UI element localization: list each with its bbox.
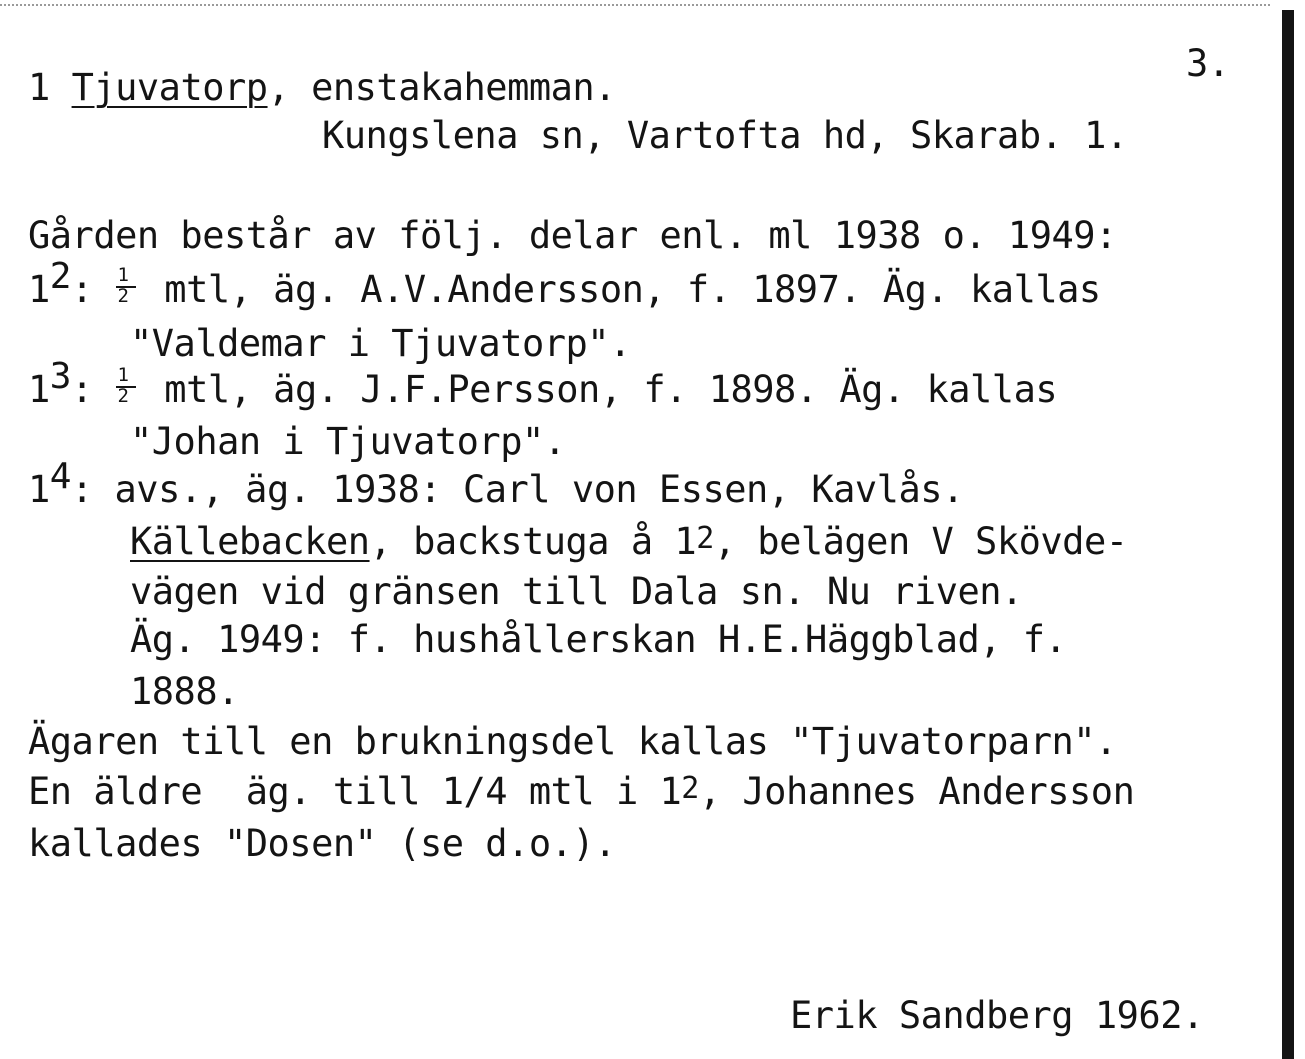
sub-place-desc: , backstuga å 1 <box>369 520 697 563</box>
half-fraction <box>115 264 137 307</box>
card-number: 3. <box>1186 42 1230 85</box>
part-1-2-line-2: "Valdemar i Tjuvatorp". <box>130 322 631 365</box>
heading-number: 1 <box>28 66 50 109</box>
part-colon: : <box>70 268 93 311</box>
fraction-denominator: 2 <box>117 285 129 307</box>
card-right-edge <box>1282 10 1294 1059</box>
part-colon: : <box>70 468 93 511</box>
fraction-numerator: 1 <box>117 364 129 386</box>
part-1-4-line-2 <box>130 520 1128 564</box>
part-1-4-line-4: Äg. 1949: f. hushållerskan H.E.Häggblad, f. <box>130 618 1067 661</box>
heading-line <box>28 66 616 110</box>
heading-place-name: Tjuvatorp <box>71 66 268 109</box>
part-superscript: 4 <box>49 456 71 497</box>
part-1-4-line-3: vägen vid gränsen till Dala sn. Nu riven. <box>130 570 1023 613</box>
location-line: Kungslena sn, Vartofta hd, Skarab. 1. <box>322 114 1128 157</box>
fraction-denominator: 2 <box>117 385 129 407</box>
part-base: 1 <box>28 268 50 311</box>
part-1-4-line-5: 1888. <box>130 670 239 713</box>
card-top-edge <box>0 4 1270 6</box>
author-signature: Erik Sandberg 1962. <box>790 994 1204 1037</box>
part-1-4-line-1 <box>28 456 964 512</box>
note-text-end: , Johannes Andersson <box>698 770 1135 813</box>
part-colon: : <box>70 368 93 411</box>
note-text: En äldre äg. till 1/4 mtl i 1 <box>28 770 682 813</box>
part-text: mtl, äg. J.F.Persson, f. 1898. Äg. kallas <box>142 368 1058 411</box>
sub-place-desc-end: , belägen V Skövde- <box>713 520 1128 563</box>
heading-suffix: , enstakahemman. <box>267 66 616 109</box>
part-1-3-line-2: "Johan i Tjuvatorp". <box>130 420 566 463</box>
part-text: mtl, äg. A.V.Andersson, f. 1897. Äg. kallas <box>142 268 1101 311</box>
sub-place-name: Källebacken <box>130 520 370 563</box>
fraction-numerator: 1 <box>117 264 129 286</box>
part-text: avs., äg. 1938: Carl von Essen, Kavlås. <box>114 468 964 511</box>
part-base: 1 <box>28 468 50 511</box>
intro-line: Gården består av följ. delar enl. ml 1938 o. 1949: <box>28 214 1117 257</box>
part-base: 1 <box>28 368 50 411</box>
part-1-2-line-1 <box>28 256 1101 312</box>
part-superscript: 2 <box>49 256 71 297</box>
part-superscript: 3 <box>49 356 71 397</box>
note-line-1: Ägaren till en brukningsdel kallas "Tjuvatorparn". <box>28 720 1117 763</box>
note-superscript: 2 <box>681 771 699 806</box>
half-fraction <box>115 364 137 407</box>
note-line-2 <box>28 770 1134 814</box>
sub-place-superscript: 2 <box>696 521 714 556</box>
part-1-3-line-1 <box>28 356 1058 412</box>
note-line-3: kallades "Dosen" (se d.o.). <box>28 822 616 865</box>
